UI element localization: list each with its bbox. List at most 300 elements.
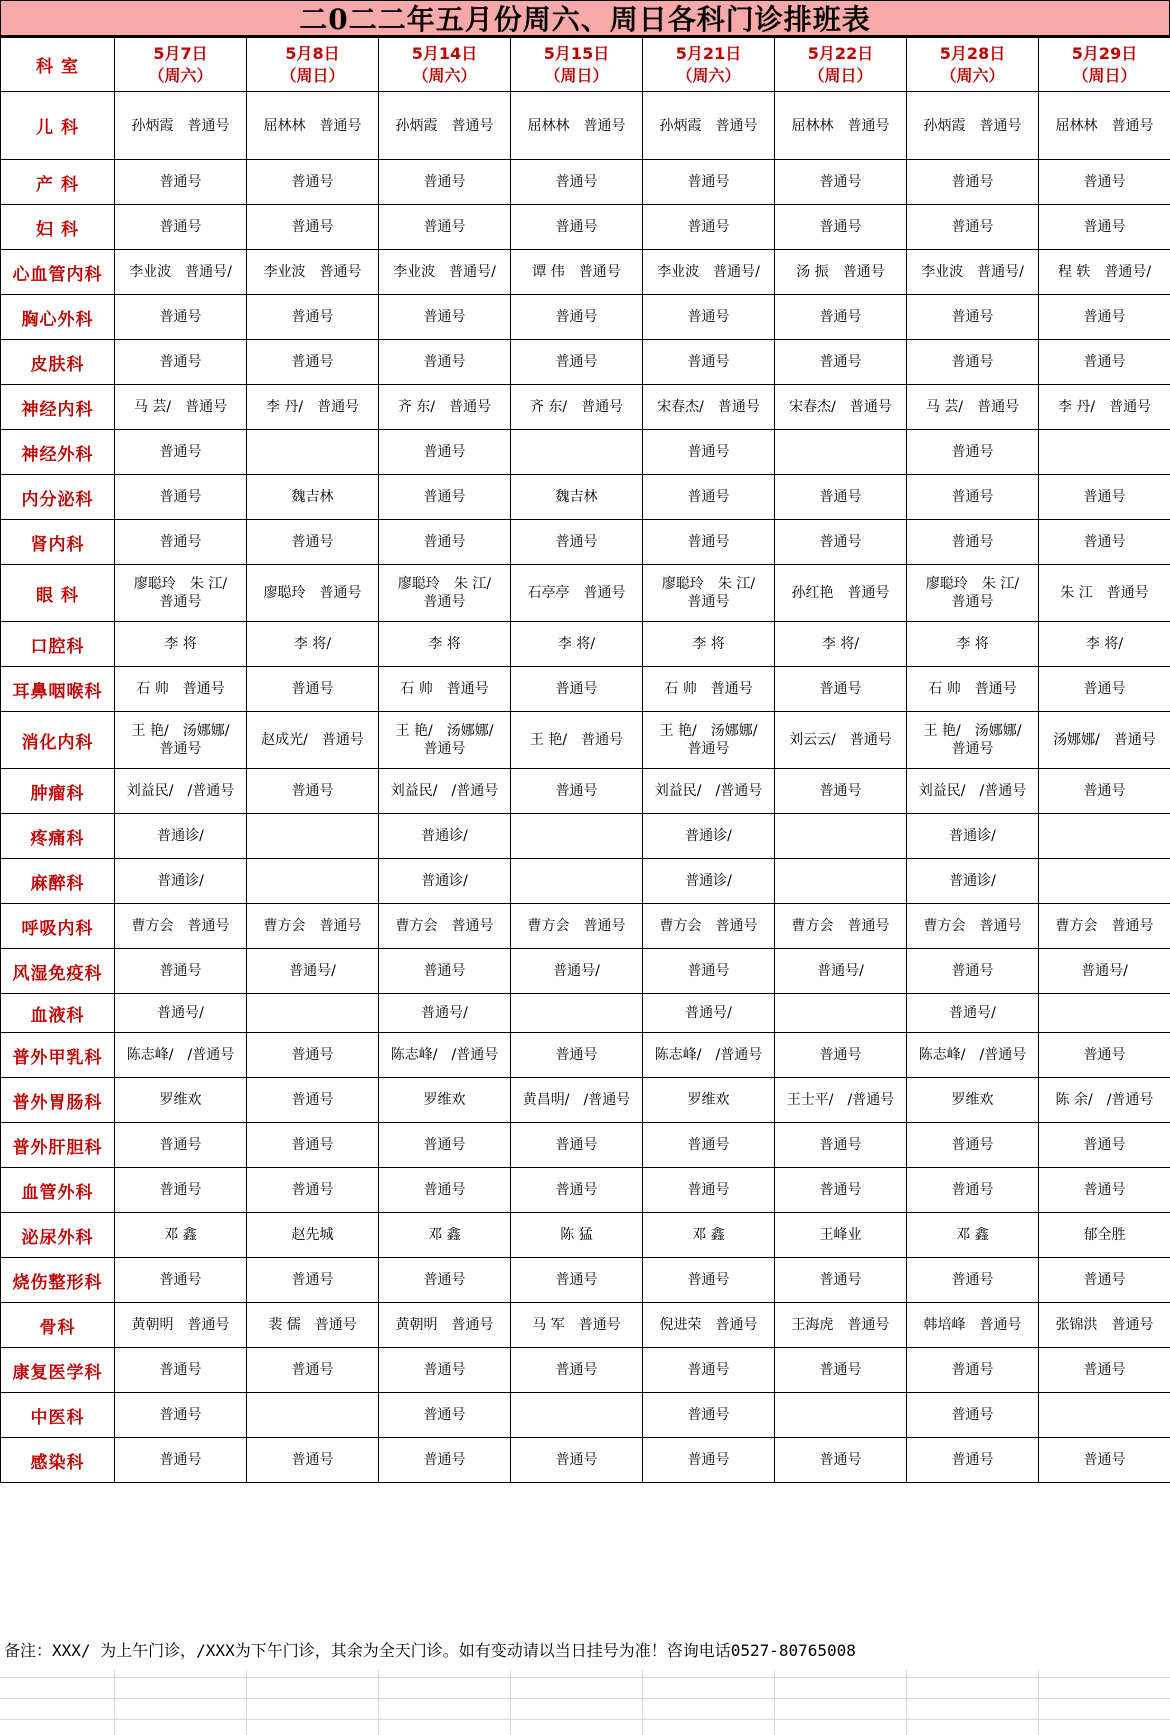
schedule-cell <box>775 814 907 859</box>
table-row <box>1 667 1170 712</box>
department-name: 麻醉科 <box>1 859 115 904</box>
schedule-cell: 陈志峰/ /普通号 <box>115 1033 247 1078</box>
schedule-cell: 普通号 <box>511 520 643 565</box>
schedule-cell: 普通号 <box>775 769 907 814</box>
schedule-cell: 廖聪玲 普通号 <box>247 565 379 622</box>
schedule-cell: 普通号 <box>775 340 907 385</box>
schedule-cell: 普通号 <box>1039 340 1170 385</box>
table-row <box>1 994 1170 1033</box>
department-name: 普外肝胆科 <box>1 1123 115 1168</box>
schedule-cell <box>511 994 643 1033</box>
schedule-cell: 普通号 <box>775 667 907 712</box>
schedule-cell: 普通号/ <box>247 949 379 994</box>
schedule-cell: 普通号 <box>379 475 511 520</box>
schedule-cell: 齐 东/ 普通号 <box>511 385 643 430</box>
date-column-header <box>247 38 379 92</box>
weekday-label: （周日） <box>280 65 345 85</box>
schedule-cell: 汤娜娜/ 普通号 <box>1039 712 1170 769</box>
department-name: 神经外科 <box>1 430 115 475</box>
date-label: 5月7日 <box>153 43 208 63</box>
schedule-cell: 普通号 <box>1039 205 1170 250</box>
schedule-cell: 普通号 <box>511 295 643 340</box>
schedule-cell: 罗维欢 <box>115 1078 247 1123</box>
schedule-cell: 普通号 <box>247 1168 379 1213</box>
table-row <box>1 904 1170 949</box>
schedule-cell: 李 将 <box>643 622 775 667</box>
schedule-cell <box>511 1393 643 1438</box>
schedule-cell: 普通号 <box>775 1258 907 1303</box>
department-name: 泌尿外科 <box>1 1213 115 1258</box>
schedule-cell: 普通号 <box>115 205 247 250</box>
table-row <box>1 160 1170 205</box>
schedule-cell: 罗维欢 <box>379 1078 511 1123</box>
schedule-cell: 普通号 <box>115 1438 247 1483</box>
schedule-cell: 普通号 <box>643 340 775 385</box>
schedule-cell: 李 将/ <box>775 622 907 667</box>
schedule-cell: 普通号 <box>115 340 247 385</box>
schedule-cell: 魏吉林 <box>247 475 379 520</box>
schedule-cell: 普通号 <box>775 1438 907 1483</box>
weekday-label: （周六） <box>148 65 213 85</box>
schedule-cell: 普通号 <box>1039 520 1170 565</box>
schedule-cell: 普通号 <box>115 520 247 565</box>
page-title: 二0二二年五月份周六、周日各科门诊排班表 <box>0 0 1170 37</box>
schedule-cell: 李 将 <box>115 622 247 667</box>
department-name: 血管外科 <box>1 1168 115 1213</box>
schedule-cell: 普通号 <box>643 1438 775 1483</box>
schedule-cell: 普通号 <box>907 949 1039 994</box>
date-label: 5月22日 <box>807 43 874 63</box>
weekday-label: （周日） <box>808 65 873 85</box>
schedule-cell: 普通号 <box>511 205 643 250</box>
schedule-cell: 普通号 <box>379 949 511 994</box>
table-row <box>1 340 1170 385</box>
schedule-cell: 普通号 <box>115 295 247 340</box>
table-row <box>1 712 1170 769</box>
schedule-cell: 普通号 <box>1039 1258 1170 1303</box>
table-row <box>1 475 1170 520</box>
schedule-cell: 孙红艳 普通号 <box>775 565 907 622</box>
date-label: 5月14日 <box>411 43 478 63</box>
schedule-cell: 曹方会 普通号 <box>115 904 247 949</box>
schedule-cell: 普通号 <box>511 667 643 712</box>
schedule-cell: 陈志峰/ /普通号 <box>907 1033 1039 1078</box>
schedule-cell <box>247 1393 379 1438</box>
schedule-cell: 普通号 <box>775 205 907 250</box>
table-row <box>1 92 1170 160</box>
schedule-cell: 廖聪玲 朱 江/ 普通号 <box>907 565 1039 622</box>
table-row <box>1 622 1170 667</box>
schedule-cell: 罗维欢 <box>643 1078 775 1123</box>
schedule-cell <box>247 859 379 904</box>
schedule-cell: 赵成光/ 普通号 <box>247 712 379 769</box>
weekday-label: （周日） <box>544 65 609 85</box>
table-row <box>1 1213 1170 1258</box>
header-row <box>1 38 1170 92</box>
date-label: 5月8日 <box>285 43 340 63</box>
schedule-cell: 普通号 <box>511 1438 643 1483</box>
schedule-cell: 刘益民/ /普通号 <box>643 769 775 814</box>
schedule-cell: 普通号 <box>907 205 1039 250</box>
table-row <box>1 205 1170 250</box>
department-name: 儿 科 <box>1 92 115 160</box>
schedule-cell: 陈志峰/ /普通号 <box>379 1033 511 1078</box>
table-row <box>1 1438 1170 1483</box>
schedule-cell: 普通号 <box>379 1168 511 1213</box>
schedule-cell: 李业波 普通号/ <box>115 250 247 295</box>
schedule-cell: 宋春杰/ 普通号 <box>643 385 775 430</box>
schedule-cell: 普通号 <box>907 1123 1039 1168</box>
schedule-cell: 李业波 普通号/ <box>643 250 775 295</box>
schedule-cell: 裴 儒 普通号 <box>247 1303 379 1348</box>
schedule-cell: 汤 振 普通号 <box>775 250 907 295</box>
schedule-cell: 张锦洪 普通号 <box>1039 1303 1170 1348</box>
table-row <box>1 1393 1170 1438</box>
schedule-cell: 普通号 <box>643 1258 775 1303</box>
table-row <box>1 250 1170 295</box>
schedule-cell: 普通诊/ <box>379 859 511 904</box>
schedule-cell <box>1039 859 1170 904</box>
date-label: 5月21日 <box>675 43 742 63</box>
schedule-cell: 刘益民/ /普通号 <box>907 769 1039 814</box>
schedule-cell: 普通号 <box>775 295 907 340</box>
schedule-cell: 王 艳/ 汤娜娜/ 普通号 <box>643 712 775 769</box>
department-name: 口腔科 <box>1 622 115 667</box>
schedule-cell <box>1039 994 1170 1033</box>
schedule-cell: 屈林林 普通号 <box>511 92 643 160</box>
schedule-cell: 普通号 <box>247 1078 379 1123</box>
schedule-cell: 倪进荣 普通号 <box>643 1303 775 1348</box>
schedule-cell: 普通号 <box>643 1168 775 1213</box>
schedule-cell: 普通号 <box>643 520 775 565</box>
schedule-cell: 普通号 <box>247 667 379 712</box>
schedule-cell: 普通号 <box>643 160 775 205</box>
schedule-cell: 普通号 <box>115 1168 247 1213</box>
schedule-cell: 李 将/ <box>1039 622 1170 667</box>
table-row <box>1 1078 1170 1123</box>
schedule-cell: 曹方会 普通号 <box>1039 904 1170 949</box>
schedule-cell: 陈志峰/ /普通号 <box>643 1033 775 1078</box>
schedule-cell: 刘云云/ 普通号 <box>775 712 907 769</box>
department-name: 眼 科 <box>1 565 115 622</box>
department-name: 皮肤科 <box>1 340 115 385</box>
schedule-cell: 普通号 <box>379 430 511 475</box>
schedule-cell: 曹方会 普通号 <box>247 904 379 949</box>
weekday-label: （周六） <box>412 65 477 85</box>
schedule-cell: 普通号 <box>379 1438 511 1483</box>
department-name: 产 科 <box>1 160 115 205</box>
date-column-header <box>115 38 247 92</box>
schedule-cell: 普通号 <box>775 1033 907 1078</box>
schedule-cell: 普通号 <box>907 430 1039 475</box>
schedule-cell: 普通诊/ <box>379 814 511 859</box>
schedule-cell: 普通号 <box>115 1393 247 1438</box>
schedule-cell: 普通号 <box>247 769 379 814</box>
schedule-cell: 马 芸/ 普通号 <box>115 385 247 430</box>
date-label: 5月29日 <box>1071 43 1138 63</box>
date-label: 5月28日 <box>939 43 1006 63</box>
schedule-cell: 曹方会 普通号 <box>775 904 907 949</box>
department-name: 呼吸内科 <box>1 904 115 949</box>
schedule-cell: 石 帅 普通号 <box>643 667 775 712</box>
schedule-cell: 罗维欢 <box>907 1078 1039 1123</box>
schedule-cell: 普通号 <box>775 520 907 565</box>
schedule-cell: 王士平/ /普通号 <box>775 1078 907 1123</box>
schedule-cell: 石 帅 普通号 <box>115 667 247 712</box>
date-column-header <box>379 38 511 92</box>
schedule-cell: 屈林林 普通号 <box>775 92 907 160</box>
schedule-cell: 普通号 <box>511 1123 643 1168</box>
schedule-cell: 普通号 <box>379 205 511 250</box>
schedule-cell <box>775 994 907 1033</box>
schedule-cell: 廖聪玲 朱 江/ 普通号 <box>115 565 247 622</box>
schedule-cell: 廖聪玲 朱 江/ 普通号 <box>643 565 775 622</box>
department-name: 感染科 <box>1 1438 115 1483</box>
schedule-cell: 普通号 <box>643 475 775 520</box>
department-name: 中医科 <box>1 1393 115 1438</box>
table-row <box>1 1033 1170 1078</box>
schedule-cell: 普通号/ <box>775 949 907 994</box>
schedule-cell: 石亭亭 普通号 <box>511 565 643 622</box>
schedule-cell: 程 轶 普通号/ <box>1039 250 1170 295</box>
schedule-cell: 普通号/ <box>511 949 643 994</box>
schedule-cell: 普通号 <box>247 1258 379 1303</box>
schedule-cell: 魏吉林 <box>511 475 643 520</box>
table-row <box>1 949 1170 994</box>
schedule-cell: 郁全胜 <box>1039 1213 1170 1258</box>
schedule-cell <box>511 859 643 904</box>
schedule-cell: 普通号 <box>115 475 247 520</box>
schedule-cell: 李 丹/ 普通号 <box>1039 385 1170 430</box>
department-name: 内分泌科 <box>1 475 115 520</box>
table-row <box>1 1168 1170 1213</box>
schedule-cell <box>775 859 907 904</box>
schedule-cell: 普通号 <box>511 160 643 205</box>
schedule-cell: 普通号 <box>907 1393 1039 1438</box>
schedule-cell: 普通号 <box>1039 1438 1170 1483</box>
schedule-cell: 普通号 <box>1039 1348 1170 1393</box>
schedule-cell <box>775 430 907 475</box>
schedule-cell <box>775 1393 907 1438</box>
date-label: 5月15日 <box>543 43 610 63</box>
schedule-cell: 李 将 <box>379 622 511 667</box>
schedule-cell: 普通号 <box>379 160 511 205</box>
schedule-cell: 普通诊/ <box>115 859 247 904</box>
table-row <box>1 295 1170 340</box>
schedule-cell: 普通号 <box>379 1123 511 1168</box>
schedule-cell: 普通号 <box>643 1393 775 1438</box>
schedule-cell: 普通号 <box>775 160 907 205</box>
schedule-table <box>0 37 1170 1483</box>
department-name: 疼痛科 <box>1 814 115 859</box>
schedule-cell: 陈 余/ /普通号 <box>1039 1078 1170 1123</box>
department-name: 神经内科 <box>1 385 115 430</box>
schedule-cell: 邓 鑫 <box>115 1213 247 1258</box>
schedule-cell: 王 艳/ 汤娜娜/ 普通号 <box>115 712 247 769</box>
table-row <box>1 769 1170 814</box>
weekday-label: （周六） <box>940 65 1005 85</box>
schedule-cell: 曹方会 普通号 <box>511 904 643 949</box>
schedule-cell: 普通号 <box>511 769 643 814</box>
schedule-cell <box>1039 430 1170 475</box>
schedule-cell: 普通号 <box>379 1258 511 1303</box>
department-name: 血液科 <box>1 994 115 1033</box>
table-row <box>1 520 1170 565</box>
schedule-cell: 普通号 <box>775 475 907 520</box>
department-name: 烧伤整形科 <box>1 1258 115 1303</box>
schedule-cell: 普通号 <box>511 1258 643 1303</box>
schedule-cell: 普通号 <box>1039 667 1170 712</box>
table-row <box>1 814 1170 859</box>
department-name: 耳鼻咽喉科 <box>1 667 115 712</box>
schedule-cell: 曹方会 普通号 <box>643 904 775 949</box>
schedule-cell: 普通号 <box>1039 769 1170 814</box>
schedule-cell: 宋春杰/ 普通号 <box>775 385 907 430</box>
schedule-cell: 刘益民/ /普通号 <box>115 769 247 814</box>
schedule-cell: 普通号 <box>379 520 511 565</box>
department-name: 消化内科 <box>1 712 115 769</box>
schedule-cell: 李 将/ <box>511 622 643 667</box>
schedule-cell: 普通号 <box>1039 160 1170 205</box>
schedule-cell: 普通号 <box>1039 475 1170 520</box>
schedule-cell: 普通号 <box>907 520 1039 565</box>
schedule-cell: 王 艳/ 普通号 <box>511 712 643 769</box>
schedule-cell: 普通诊/ <box>115 814 247 859</box>
empty-sheet-grid <box>0 1670 1170 1735</box>
schedule-cell: 普通号 <box>1039 1123 1170 1168</box>
department-name: 心血管内科 <box>1 250 115 295</box>
schedule-cell <box>511 430 643 475</box>
schedule-cell: 普通号 <box>247 1438 379 1483</box>
schedule-cell: 普通号 <box>907 160 1039 205</box>
schedule-cell: 普通号/ <box>907 994 1039 1033</box>
schedule-cell: 邓 鑫 <box>379 1213 511 1258</box>
table-row <box>1 1123 1170 1168</box>
schedule-cell: 普通号 <box>379 295 511 340</box>
schedule-cell: 马 芸/ 普通号 <box>907 385 1039 430</box>
schedule-cell: 陈 猛 <box>511 1213 643 1258</box>
schedule-cell: 李业波 普通号/ <box>907 250 1039 295</box>
schedule-cell: 屈林林 普通号 <box>1039 92 1170 160</box>
table-row <box>1 565 1170 622</box>
table-row <box>1 430 1170 475</box>
department-name: 肾内科 <box>1 520 115 565</box>
schedule-cell: 普通号 <box>643 205 775 250</box>
schedule-cell: 黄昌明/ /普通号 <box>511 1078 643 1123</box>
schedule-cell: 普通号 <box>907 1168 1039 1213</box>
department-name: 骨科 <box>1 1303 115 1348</box>
table-row <box>1 385 1170 430</box>
schedule-cell: 普通号 <box>643 1123 775 1168</box>
department-name: 康复医学科 <box>1 1348 115 1393</box>
schedule-cell: 普通号 <box>115 949 247 994</box>
date-column-header <box>1039 38 1170 92</box>
schedule-cell: 李 丹/ 普通号 <box>247 385 379 430</box>
schedule-cell: 廖聪玲 朱 江/ 普通号 <box>379 565 511 622</box>
schedule-cell: 孙炳霞 普通号 <box>907 92 1039 160</box>
schedule-cell: 普通号 <box>247 295 379 340</box>
schedule-cell: 黄朝明 普通号 <box>115 1303 247 1348</box>
schedule-cell: 普通号 <box>379 1393 511 1438</box>
schedule-cell: 孙炳霞 普通号 <box>643 92 775 160</box>
schedule-cell: 曹方会 普通号 <box>379 904 511 949</box>
schedule-cell: 普通号 <box>1039 1033 1170 1078</box>
schedule-cell: 普通号 <box>115 1258 247 1303</box>
schedule-cell: 普通号 <box>907 340 1039 385</box>
schedule-cell: 李 将/ <box>247 622 379 667</box>
schedule-cell: 普通号 <box>511 1348 643 1393</box>
schedule-cell: 李业波 普通号/ <box>379 250 511 295</box>
schedule-cell: 朱 江 普通号 <box>1039 565 1170 622</box>
schedule-cell: 谭 伟 普通号 <box>511 250 643 295</box>
schedule-cell: 普通号 <box>643 295 775 340</box>
schedule-cell: 普通号 <box>907 295 1039 340</box>
schedule-cell: 韩培峰 普通号 <box>907 1303 1039 1348</box>
schedule-cell: 普通号 <box>115 430 247 475</box>
schedule-cell <box>247 430 379 475</box>
schedule-cell: 普通诊/ <box>907 814 1039 859</box>
date-column-header <box>511 38 643 92</box>
schedule-cell: 马 军 普通号 <box>511 1303 643 1348</box>
department-name: 普外胃肠科 <box>1 1078 115 1123</box>
schedule-body <box>1 92 1170 1483</box>
schedule-cell: 普通号 <box>1039 295 1170 340</box>
department-name: 妇 科 <box>1 205 115 250</box>
schedule-cell: 普通号 <box>115 160 247 205</box>
schedule-cell: 石 帅 普通号 <box>907 667 1039 712</box>
schedule-cell: 普通号 <box>643 1348 775 1393</box>
schedule-cell: 李业波 普通号 <box>247 250 379 295</box>
schedule-cell: 普通诊/ <box>643 814 775 859</box>
schedule-cell: 王峰业 <box>775 1213 907 1258</box>
schedule-cell: 普通号 <box>247 340 379 385</box>
schedule-cell: 齐 东/ 普通号 <box>379 385 511 430</box>
schedule-cell: 普通号/ <box>379 994 511 1033</box>
schedule-cell: 普通号 <box>511 340 643 385</box>
schedule-cell: 赵先城 <box>247 1213 379 1258</box>
dept-column-header: 科 室 <box>1 38 115 92</box>
date-column-header <box>775 38 907 92</box>
schedule-cell: 普通号 <box>379 1348 511 1393</box>
schedule-cell: 普通号 <box>907 1258 1039 1303</box>
schedule-cell: 普通号 <box>247 1123 379 1168</box>
schedule-cell: 曹方会 普通号 <box>907 904 1039 949</box>
schedule-cell: 普通号 <box>775 1168 907 1213</box>
schedule-cell: 普通号 <box>247 205 379 250</box>
weekday-label: （周日） <box>1072 65 1137 85</box>
schedule-cell: 普通号 <box>247 1033 379 1078</box>
schedule-cell: 普通号 <box>643 949 775 994</box>
schedule-cell: 普通号 <box>115 1348 247 1393</box>
schedule-cell: 普通号/ <box>1039 949 1170 994</box>
table-row <box>1 1348 1170 1393</box>
table-row <box>1 1258 1170 1303</box>
department-name: 普外甲乳科 <box>1 1033 115 1078</box>
schedule-cell: 普通号 <box>247 520 379 565</box>
schedule-cell <box>247 994 379 1033</box>
schedule-cell: 李 将 <box>907 622 1039 667</box>
schedule-cell: 普通号 <box>511 1033 643 1078</box>
schedule-cell <box>1039 1393 1170 1438</box>
schedule-cell <box>511 814 643 859</box>
table-row <box>1 859 1170 904</box>
schedule-cell: 石 帅 普通号 <box>379 667 511 712</box>
schedule-cell: 屈林林 普通号 <box>247 92 379 160</box>
schedule-cell: 普通号 <box>775 1123 907 1168</box>
schedule-cell: 普通号 <box>907 475 1039 520</box>
date-column-header <box>907 38 1039 92</box>
schedule-cell <box>247 814 379 859</box>
